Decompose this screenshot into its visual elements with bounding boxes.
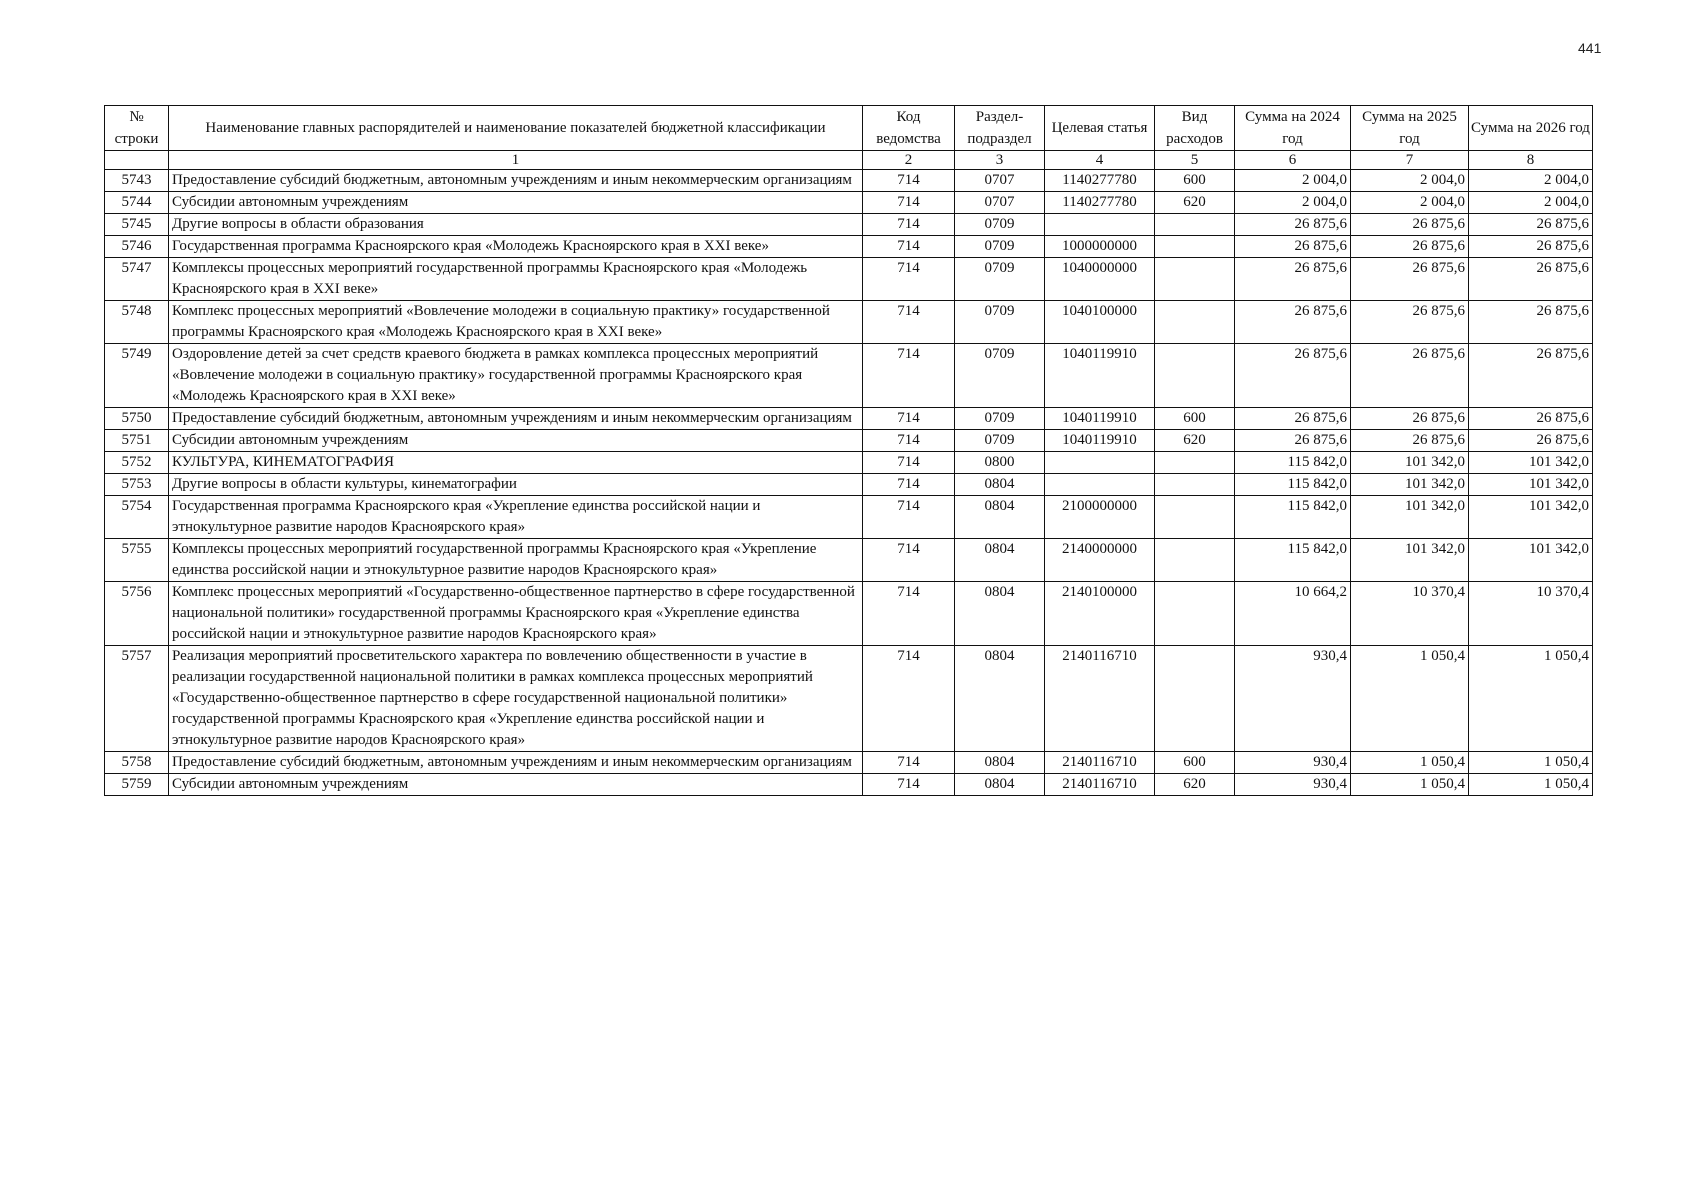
row-sum-2024: 115 842,0 bbox=[1235, 539, 1351, 582]
row-number: 5750 bbox=[105, 408, 169, 430]
row-sum-2026: 26 875,6 bbox=[1469, 258, 1593, 301]
row-section: 0709 bbox=[955, 258, 1045, 301]
row-section: 0804 bbox=[955, 474, 1045, 496]
row-number: 5758 bbox=[105, 752, 169, 774]
row-sum-2025: 26 875,6 bbox=[1351, 258, 1469, 301]
row-number: 5746 bbox=[105, 236, 169, 258]
row-sum-2025: 10 370,4 bbox=[1351, 582, 1469, 646]
row-sum-2025: 101 342,0 bbox=[1351, 496, 1469, 539]
row-sum-2025: 26 875,6 bbox=[1351, 430, 1469, 452]
row-dept-code: 714 bbox=[863, 474, 955, 496]
budget-table bbox=[104, 105, 1593, 796]
row-target: 1000000000 bbox=[1045, 236, 1155, 258]
row-number: 5753 bbox=[105, 474, 169, 496]
row-section: 0709 bbox=[955, 214, 1045, 236]
row-target: 2140116710 bbox=[1045, 646, 1155, 752]
column-number: 4 bbox=[1045, 151, 1155, 170]
table-body bbox=[105, 170, 1593, 796]
table-row bbox=[105, 474, 1593, 496]
row-sum-2024: 26 875,6 bbox=[1235, 408, 1351, 430]
row-dept-code: 714 bbox=[863, 214, 955, 236]
row-dept-code: 714 bbox=[863, 539, 955, 582]
row-sum-2026: 101 342,0 bbox=[1469, 474, 1593, 496]
row-sum-2025: 26 875,6 bbox=[1351, 408, 1469, 430]
row-section: 0707 bbox=[955, 192, 1045, 214]
row-sum-2024: 115 842,0 bbox=[1235, 474, 1351, 496]
row-number: 5757 bbox=[105, 646, 169, 752]
row-dept-code: 714 bbox=[863, 236, 955, 258]
table-row bbox=[105, 774, 1593, 796]
row-dept-code: 714 bbox=[863, 408, 955, 430]
row-name: Реализация мероприятий просветительского характера по вовлечению общественности в участие в реализации государственной национальной политики в рамках комплекса процессных мероприятий «Государственно-общественное партнерство в сфере государственной национальной политики» государственной программы Красноярского края «Укрепление единства российской нации и этнокультурное развитие народов Красноярского края» bbox=[169, 646, 863, 752]
row-sum-2026: 10 370,4 bbox=[1469, 582, 1593, 646]
row-sum-2026: 26 875,6 bbox=[1469, 301, 1593, 344]
row-sum-2026: 26 875,6 bbox=[1469, 344, 1593, 408]
row-section: 0804 bbox=[955, 774, 1045, 796]
row-dept-code: 714 bbox=[863, 646, 955, 752]
row-sum-2025: 26 875,6 bbox=[1351, 214, 1469, 236]
row-sum-2026: 1 050,4 bbox=[1469, 646, 1593, 752]
row-section: 0804 bbox=[955, 496, 1045, 539]
row-target: 2140100000 bbox=[1045, 582, 1155, 646]
row-name: Государственная программа Красноярского края «Укрепление единства российской нации и этнокультурное развитие народов Красноярского края» bbox=[169, 496, 863, 539]
row-number: 5755 bbox=[105, 539, 169, 582]
row-name: Другие вопросы в области культуры, кинематографии bbox=[169, 474, 863, 496]
row-expense-type bbox=[1155, 646, 1235, 752]
row-target: 1040119910 bbox=[1045, 408, 1155, 430]
table-row bbox=[105, 192, 1593, 214]
table-row bbox=[105, 344, 1593, 408]
row-dept-code: 714 bbox=[863, 170, 955, 192]
row-number: 5748 bbox=[105, 301, 169, 344]
row-sum-2025: 26 875,6 bbox=[1351, 344, 1469, 408]
row-sum-2026: 2 004,0 bbox=[1469, 192, 1593, 214]
header-dept-code: Код ведомства bbox=[863, 106, 955, 151]
row-target: 1040119910 bbox=[1045, 344, 1155, 408]
row-name: Субсидии автономным учреждениям bbox=[169, 192, 863, 214]
row-section: 0804 bbox=[955, 539, 1045, 582]
row-expense-type bbox=[1155, 236, 1235, 258]
row-expense-type bbox=[1155, 582, 1235, 646]
row-target: 1040000000 bbox=[1045, 258, 1155, 301]
row-section: 0804 bbox=[955, 646, 1045, 752]
row-number: 5754 bbox=[105, 496, 169, 539]
row-sum-2026: 1 050,4 bbox=[1469, 752, 1593, 774]
row-section: 0804 bbox=[955, 752, 1045, 774]
row-sum-2025: 2 004,0 bbox=[1351, 192, 1469, 214]
row-expense-type bbox=[1155, 258, 1235, 301]
header-sum-2024: Сумма на 2024 год bbox=[1235, 106, 1351, 151]
row-sum-2024: 930,4 bbox=[1235, 774, 1351, 796]
row-name: Комплекс процессных мероприятий «Вовлечение молодежи в социальную практику» государственной программы Красноярского края «Молодежь Красноярского края в XXI веке» bbox=[169, 301, 863, 344]
row-name: Государственная программа Красноярского края «Молодежь Красноярского края в XXI веке» bbox=[169, 236, 863, 258]
row-target: 2100000000 bbox=[1045, 496, 1155, 539]
row-sum-2026: 101 342,0 bbox=[1469, 496, 1593, 539]
row-name: КУЛЬТУРА, КИНЕМАТОГРАФИЯ bbox=[169, 452, 863, 474]
row-sum-2024: 26 875,6 bbox=[1235, 301, 1351, 344]
row-expense-type: 600 bbox=[1155, 408, 1235, 430]
row-expense-type bbox=[1155, 496, 1235, 539]
row-number: 5752 bbox=[105, 452, 169, 474]
header-sum-2025: Сумма на 2025 год bbox=[1351, 106, 1469, 151]
row-number: 5747 bbox=[105, 258, 169, 301]
row-name: Субсидии автономным учреждениям bbox=[169, 430, 863, 452]
row-dept-code: 714 bbox=[863, 430, 955, 452]
row-sum-2024: 2 004,0 bbox=[1235, 170, 1351, 192]
row-dept-code: 714 bbox=[863, 344, 955, 408]
header-row bbox=[105, 106, 1593, 151]
table-row bbox=[105, 582, 1593, 646]
row-sum-2025: 101 342,0 bbox=[1351, 452, 1469, 474]
row-sum-2025: 26 875,6 bbox=[1351, 301, 1469, 344]
row-sum-2024: 26 875,6 bbox=[1235, 258, 1351, 301]
table-row bbox=[105, 646, 1593, 752]
row-sum-2025: 1 050,4 bbox=[1351, 646, 1469, 752]
column-number: 5 bbox=[1155, 151, 1235, 170]
row-sum-2024: 26 875,6 bbox=[1235, 236, 1351, 258]
column-number: 7 bbox=[1351, 151, 1469, 170]
row-name: Оздоровление детей за счет средств краевого бюджета в рамках комплекса процессных мероприятий «Вовлечение молодежи в социальную практику» государственной программы Красноярского края «Молодежь Красноярского края в XXI веке» bbox=[169, 344, 863, 408]
row-dept-code: 714 bbox=[863, 496, 955, 539]
row-sum-2024: 26 875,6 bbox=[1235, 430, 1351, 452]
row-sum-2026: 26 875,6 bbox=[1469, 430, 1593, 452]
row-sum-2026: 101 342,0 bbox=[1469, 539, 1593, 582]
header-target: Целевая статья bbox=[1045, 106, 1155, 151]
table-row bbox=[105, 452, 1593, 474]
row-target: 2140000000 bbox=[1045, 539, 1155, 582]
row-target bbox=[1045, 214, 1155, 236]
row-section: 0707 bbox=[955, 170, 1045, 192]
row-name: Предоставление субсидий бюджетным, автономным учреждениям и иным некоммерческим организациям bbox=[169, 170, 863, 192]
row-number: 5756 bbox=[105, 582, 169, 646]
row-sum-2024: 930,4 bbox=[1235, 752, 1351, 774]
table-row bbox=[105, 408, 1593, 430]
row-expense-type: 620 bbox=[1155, 774, 1235, 796]
header-sum-2026: Сумма на 2026 год bbox=[1469, 106, 1593, 151]
row-target bbox=[1045, 452, 1155, 474]
row-sum-2025: 26 875,6 bbox=[1351, 236, 1469, 258]
row-section: 0709 bbox=[955, 301, 1045, 344]
row-name: Предоставление субсидий бюджетным, автономным учреждениям и иным некоммерческим организациям bbox=[169, 408, 863, 430]
column-number bbox=[105, 151, 169, 170]
row-section: 0804 bbox=[955, 582, 1045, 646]
row-expense-type: 600 bbox=[1155, 170, 1235, 192]
row-expense-type bbox=[1155, 301, 1235, 344]
row-number: 5749 bbox=[105, 344, 169, 408]
row-name: Другие вопросы в области образования bbox=[169, 214, 863, 236]
row-target: 1140277780 bbox=[1045, 192, 1155, 214]
row-section: 0709 bbox=[955, 236, 1045, 258]
table-row bbox=[105, 430, 1593, 452]
row-expense-type bbox=[1155, 344, 1235, 408]
row-sum-2024: 26 875,6 bbox=[1235, 214, 1351, 236]
table-row bbox=[105, 214, 1593, 236]
column-number: 6 bbox=[1235, 151, 1351, 170]
row-target: 2140116710 bbox=[1045, 774, 1155, 796]
row-expense-type bbox=[1155, 452, 1235, 474]
row-expense-type: 620 bbox=[1155, 430, 1235, 452]
row-sum-2024: 10 664,2 bbox=[1235, 582, 1351, 646]
row-name: Комплексы процессных мероприятий государственной программы Красноярского края «Укрепление единства российской нации и этнокультурное развитие народов Красноярского края» bbox=[169, 539, 863, 582]
row-sum-2026: 2 004,0 bbox=[1469, 170, 1593, 192]
row-name: Субсидии автономным учреждениям bbox=[169, 774, 863, 796]
row-section: 0709 bbox=[955, 408, 1045, 430]
row-dept-code: 714 bbox=[863, 301, 955, 344]
row-dept-code: 714 bbox=[863, 774, 955, 796]
row-dept-code: 714 bbox=[863, 192, 955, 214]
table-row bbox=[105, 301, 1593, 344]
column-number: 1 bbox=[169, 151, 863, 170]
column-number: 2 bbox=[863, 151, 955, 170]
row-dept-code: 714 bbox=[863, 258, 955, 301]
row-expense-type bbox=[1155, 214, 1235, 236]
table-row bbox=[105, 539, 1593, 582]
row-target: 2140116710 bbox=[1045, 752, 1155, 774]
row-sum-2025: 1 050,4 bbox=[1351, 752, 1469, 774]
row-sum-2024: 930,4 bbox=[1235, 646, 1351, 752]
table-row bbox=[105, 236, 1593, 258]
row-target: 1040119910 bbox=[1045, 430, 1155, 452]
row-sum-2024: 115 842,0 bbox=[1235, 452, 1351, 474]
row-sum-2026: 101 342,0 bbox=[1469, 452, 1593, 474]
row-dept-code: 714 bbox=[863, 582, 955, 646]
row-sum-2026: 26 875,6 bbox=[1469, 214, 1593, 236]
row-number: 5745 bbox=[105, 214, 169, 236]
table-row bbox=[105, 170, 1593, 192]
row-sum-2024: 2 004,0 bbox=[1235, 192, 1351, 214]
header-expense-type: Вид расходов bbox=[1155, 106, 1235, 151]
row-dept-code: 714 bbox=[863, 752, 955, 774]
row-name: Предоставление субсидий бюджетным, автономным учреждениям и иным некоммерческим организациям bbox=[169, 752, 863, 774]
row-section: 0709 bbox=[955, 344, 1045, 408]
table-row bbox=[105, 496, 1593, 539]
row-target: 1140277780 bbox=[1045, 170, 1155, 192]
row-sum-2025: 2 004,0 bbox=[1351, 170, 1469, 192]
row-number: 5759 bbox=[105, 774, 169, 796]
row-target bbox=[1045, 474, 1155, 496]
row-sum-2025: 1 050,4 bbox=[1351, 774, 1469, 796]
row-name: Комплексы процессных мероприятий государственной программы Красноярского края «Молодежь Красноярского края в XXI веке» bbox=[169, 258, 863, 301]
table-row bbox=[105, 258, 1593, 301]
row-dept-code: 714 bbox=[863, 452, 955, 474]
row-target: 1040100000 bbox=[1045, 301, 1155, 344]
row-expense-type bbox=[1155, 539, 1235, 582]
header-name: Наименование главных распорядителей и наименование показателей бюджетной классификации bbox=[169, 106, 863, 151]
row-section: 0709 bbox=[955, 430, 1045, 452]
row-section: 0800 bbox=[955, 452, 1045, 474]
column-numbers-row bbox=[105, 151, 1593, 170]
row-number: 5751 bbox=[105, 430, 169, 452]
row-expense-type: 620 bbox=[1155, 192, 1235, 214]
row-sum-2026: 26 875,6 bbox=[1469, 236, 1593, 258]
row-sum-2026: 26 875,6 bbox=[1469, 408, 1593, 430]
row-expense-type bbox=[1155, 474, 1235, 496]
row-sum-2024: 26 875,6 bbox=[1235, 344, 1351, 408]
row-sum-2025: 101 342,0 bbox=[1351, 539, 1469, 582]
row-sum-2024: 115 842,0 bbox=[1235, 496, 1351, 539]
row-number: 5744 bbox=[105, 192, 169, 214]
page-number: 441 bbox=[1578, 40, 1602, 56]
row-sum-2026: 1 050,4 bbox=[1469, 774, 1593, 796]
row-number: 5743 bbox=[105, 170, 169, 192]
row-expense-type: 600 bbox=[1155, 752, 1235, 774]
column-number: 3 bbox=[955, 151, 1045, 170]
column-number: 8 bbox=[1469, 151, 1593, 170]
row-sum-2025: 101 342,0 bbox=[1351, 474, 1469, 496]
row-name: Комплекс процессных мероприятий «Государственно-общественное партнерство в сфере государственной национальной политики» государственной программы Красноярского края «Укрепление единства российской нации и этнокультурное развитие народов Красноярского края» bbox=[169, 582, 863, 646]
header-section: Раздел-подраздел bbox=[955, 106, 1045, 151]
table-row bbox=[105, 752, 1593, 774]
header-row-no: № строки bbox=[105, 106, 169, 151]
